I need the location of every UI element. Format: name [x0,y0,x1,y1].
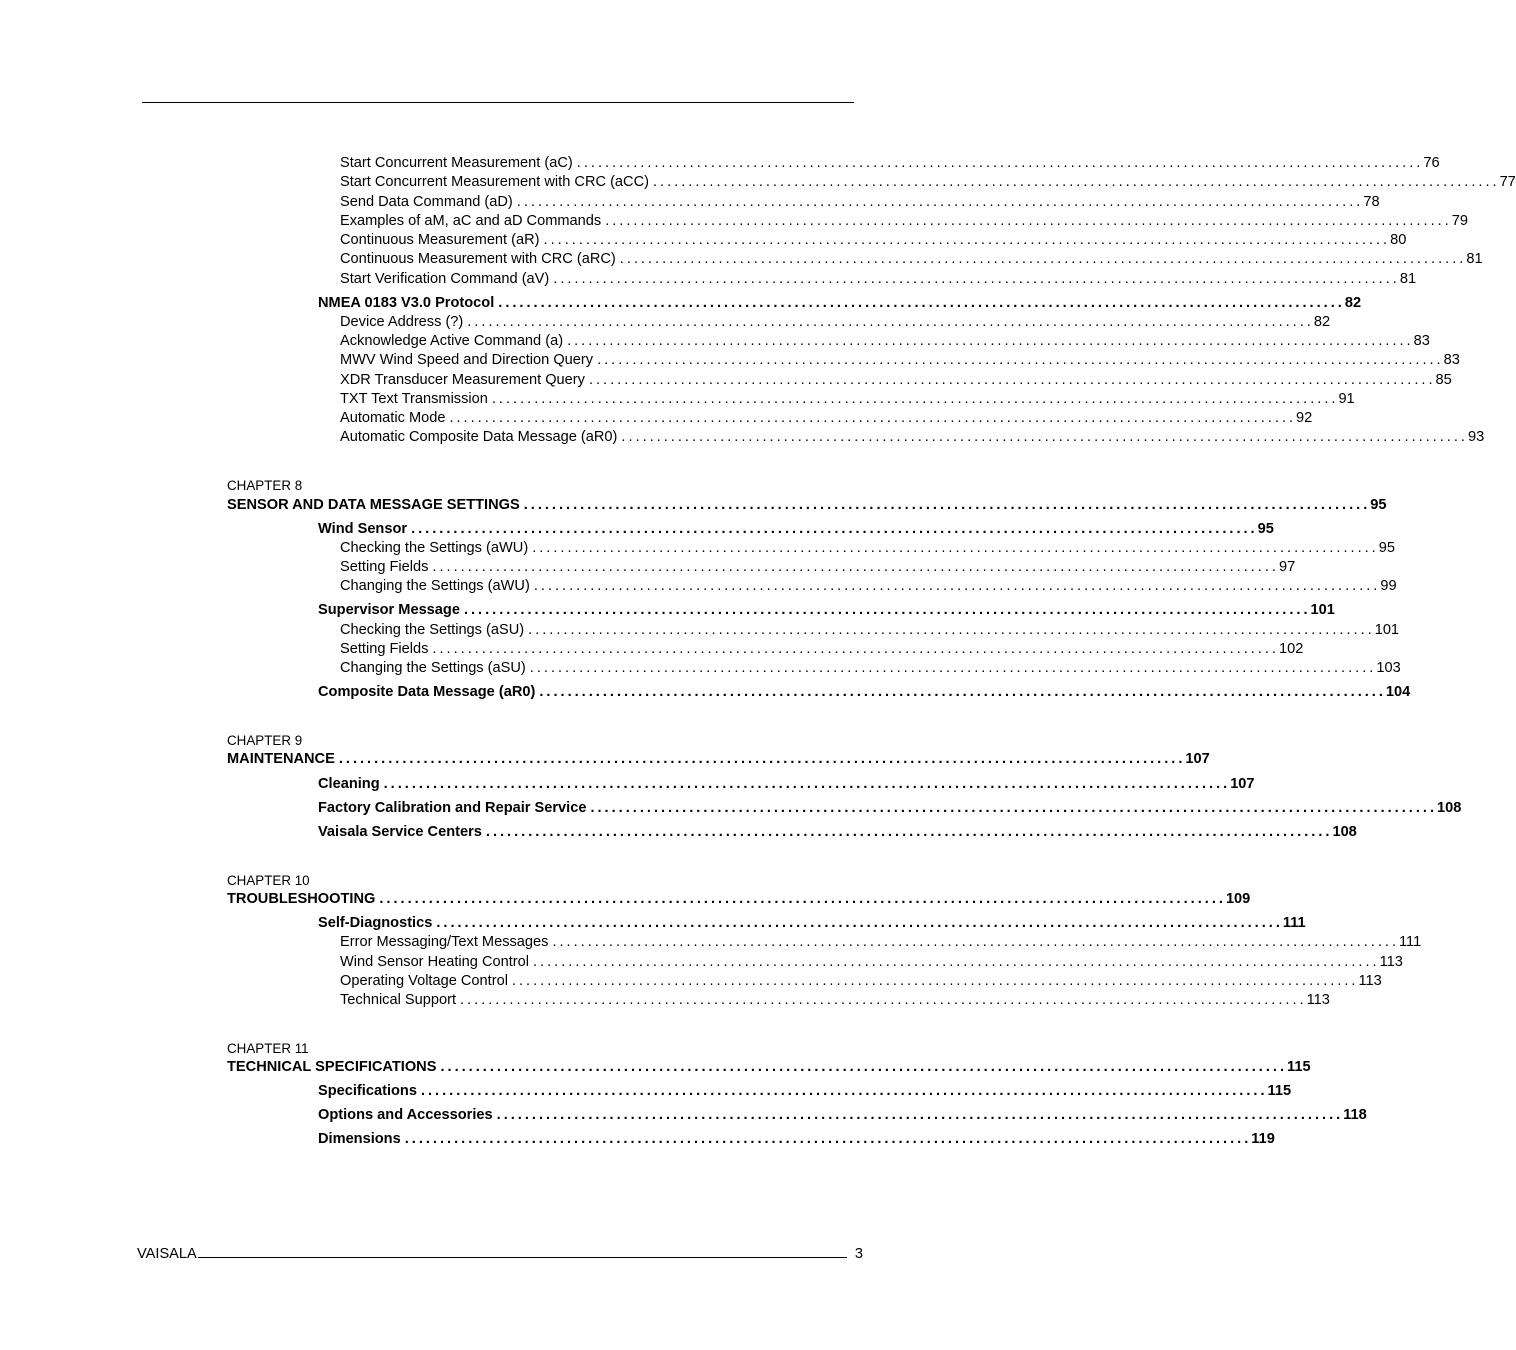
toc-entry-page: 113 [1306,992,1330,1008]
toc-chapter-page: 95 [1370,497,1387,513]
toc-entry[interactable] [340,173,1516,191]
toc-entry-title: Automatic Mode [340,410,446,426]
page-footer [137,1243,863,1262]
toc-entry-page: 83 [1413,333,1430,349]
toc-section-page: 119 [1251,1131,1275,1147]
toc-entry-page: 76 [1423,155,1440,171]
toc-entry-page: 81 [1466,251,1483,267]
toc-entry-page: 113 [1358,973,1382,989]
dot-leader: ........................................................................................................................ [436,915,1283,931]
dot-leader: ........................................................................................................................ [491,391,1339,407]
toc-entry[interactable] [340,558,1296,576]
toc-entry-title: Continuous Measurement (aR) [340,232,540,248]
toc-section-title: Dimensions [318,1131,401,1147]
dot-leader: ........................................................................................................................ [420,1083,1268,1099]
dot-leader: ........................................................................................................................ [621,429,1468,445]
toc-entry[interactable] [340,154,1440,172]
toc-entry-page: 79 [1451,213,1468,229]
dot-leader: ........................................................................................................................ [597,352,1444,368]
toc-chapter-page: 115 [1287,1059,1311,1075]
toc-entry-page: 93 [1467,429,1485,445]
dot-leader: ........................................................................................................................ [379,891,1226,907]
toc-entry[interactable] [340,409,1313,427]
toc-section[interactable] [318,294,1362,312]
dot-leader: ........................................................................................................................ [338,751,1186,767]
toc-section-page: 118 [1343,1107,1367,1123]
toc-entry-page: 97 [1278,559,1296,575]
toc-entry[interactable] [340,212,1468,230]
toc-section-page: 108 [1437,800,1462,816]
toc-entry[interactable] [340,991,1330,1009]
toc-entry-title: Technical Support [340,992,457,1008]
toc-chapter-title: MAINTENANCE [227,751,335,767]
footer-brand: VAISALA [137,1246,197,1262]
toc-entry-page: 83 [1443,352,1460,368]
toc-section[interactable] [318,799,1462,817]
toc-entry-page: 85 [1435,372,1452,388]
toc-entry-page: 82 [1313,314,1331,330]
dot-leader: ........................................................................................................................ [463,602,1311,618]
toc-section-page: 104 [1385,684,1411,700]
toc-entry[interactable] [340,428,1485,446]
dot-leader: ........................................................................................................................ [576,155,1424,171]
dot-leader: ........................................................................................................................ [619,251,1467,267]
toc-section-page: 107 [1230,776,1255,792]
toc-section-title: Supervisor Message [318,602,460,618]
dot-leader: ........................................................................................................................ [552,934,1400,950]
dot-leader: ........................................................................................................................ [523,497,1371,513]
dot-leader: ........................................................................................................................ [533,578,1381,594]
toc-entry[interactable] [340,231,1407,249]
dot-leader: ........................................................................................................................ [539,684,1386,700]
dot-leader: ........................................................................................................................ [496,1107,1344,1123]
toc-entry-page: 80 [1390,232,1407,248]
toc-entry[interactable] [340,659,1401,677]
dot-leader: ........................................................................................................................ [590,800,1438,816]
toc-entry-title: Start Concurrent Measurement with CRC (aCC) [340,174,649,190]
toc-entry-page: 95 [1378,540,1395,556]
toc-section-page: 108 [1332,824,1357,840]
toc-entry-title: Setting Fields [340,641,429,657]
dot-leader: ........................................................................................................................ [432,559,1279,575]
toc-entry-title: MWV Wind Speed and Direction Query [340,352,594,368]
toc-entry-title: Device Address (?) [340,314,464,330]
toc-section-title: NMEA 0183 V3.0 Protocol [318,295,495,311]
toc-entry-title: Acknowledge Active Command (a) [340,333,564,349]
dot-leader: ........................................................................................................................ [605,213,1452,229]
toc-entry-title: XDR Transducer Measurement Query [340,372,585,388]
toc-entry-title: Error Messaging/Text Messages [340,934,549,950]
toc-entry-title: Checking the Settings (aSU) [340,622,525,638]
toc-entry-title: TXT Text Transmission [340,391,488,407]
page-number: 3 [854,1246,863,1262]
dot-leader: ........................................................................................................................ [532,540,1379,556]
toc-section[interactable] [318,823,1357,841]
toc-entry[interactable] [340,390,1355,408]
toc-entry[interactable] [340,933,1422,951]
toc-entry-title: Operating Voltage Control [340,973,508,989]
toc-entry-page: 99 [1380,578,1397,594]
toc-entry-page: 91 [1338,391,1355,407]
toc-section[interactable] [318,520,1274,538]
toc-entry[interactable] [340,621,1400,639]
dot-leader: ........................................................................................................................ [411,521,1258,537]
toc-section[interactable] [318,601,1335,619]
chapter-label: CHAPTER 10 [227,873,310,888]
toc-section-page: 82 [1344,295,1362,311]
toc-section[interactable] [318,1130,1275,1148]
toc-entry-title: Changing the Settings (aWU) [340,578,530,594]
toc-chapter-page: 107 [1185,751,1210,767]
toc-entry-title: Start Concurrent Measurement (aC) [340,155,573,171]
toc-chapter[interactable] [227,496,1387,514]
toc-section-title: Vaisala Service Centers [318,824,482,840]
toc-chapter-title: TROUBLESHOOTING [227,891,376,907]
toc-entry-page: 113 [1379,954,1403,970]
dot-leader: ........................................................................................................................ [432,641,1279,657]
dot-leader: ........................................................................................................................ [404,1131,1252,1147]
toc-entry[interactable] [340,640,1304,658]
dot-leader: ........................................................................................................................ [653,174,1500,190]
toc-section-title: Factory Calibration and Repair Service [318,800,587,816]
toc-entry-title: Wind Sensor Heating Control [340,954,529,970]
footer-rule [198,1243,847,1258]
toc-entry[interactable] [340,371,1452,389]
dot-leader: ........................................................................................................................ [529,660,1377,676]
dot-leader: ........................................................................................................................ [528,622,1375,638]
toc-entry-page: 92 [1296,410,1313,426]
toc-entry[interactable] [340,972,1382,990]
toc-entry[interactable] [340,539,1395,557]
toc-section-title: Cleaning [318,776,380,792]
dot-leader: ........................................................................................................................ [485,824,1333,840]
toc-section-title: Wind Sensor [318,521,408,537]
chapter-label: CHAPTER 11 [227,1041,309,1056]
dot-leader: ........................................................................................................................ [588,372,1436,388]
toc-section[interactable] [318,775,1255,793]
toc-entry-title: Checking the Settings (aWU) [340,540,529,556]
toc-entry-title: Continuous Measurement with CRC (aRC) [340,251,616,267]
chapter-label: CHAPTER 9 [227,733,303,748]
dot-leader: ........................................................................................................................ [516,194,1364,210]
toc-entry-title: Examples of aM, aC and aD Commands [340,213,602,229]
toc-chapter-title: SENSOR AND DATA MESSAGE SETTINGS [227,497,520,513]
toc-section[interactable] [318,914,1306,932]
toc-entry-title: Automatic Composite Data Message (aR0) [340,429,618,445]
toc-section-title: Composite Data Message (aR0) [318,684,536,700]
toc-section-title: Specifications [318,1083,417,1099]
dot-leader: ........................................................................................................................ [498,295,1345,311]
toc-entry-page: 78 [1363,194,1380,210]
dot-leader: ........................................................................................................................ [553,271,1400,287]
toc-entry[interactable] [340,332,1430,350]
toc-entry[interactable] [340,953,1403,971]
chapter-label: CHAPTER 8 [227,478,303,493]
toc-entry[interactable] [340,193,1380,211]
toc-entry[interactable] [340,270,1417,288]
header-rule [142,102,854,103]
toc-entry-page: 77 [1499,174,1516,190]
toc-section-page: 115 [1267,1083,1292,1099]
toc-entry-page: 101 [1374,622,1400,638]
toc-chapter-title: TECHNICAL SPECIFICATIONS [227,1059,437,1075]
toc-entry-page: 111 [1399,934,1422,950]
toc-section-page: 95 [1257,521,1274,537]
toc-chapter[interactable] [227,1058,1311,1076]
toc-entry-title: Send Data Command (aD) [340,194,513,210]
dot-leader: ........................................................................................................................ [460,992,1307,1008]
toc-section[interactable] [318,1082,1292,1100]
toc-entry[interactable] [340,313,1331,331]
toc-entry[interactable] [340,250,1483,268]
toc-entry-page: 102 [1278,641,1304,657]
dot-leader: ........................................................................................................................ [543,232,1391,248]
dot-leader: ........................................................................................................................ [511,973,1359,989]
toc-section-title: Self-Diagnostics [318,915,433,931]
toc-chapter[interactable] [227,750,1210,768]
toc-chapter-page: 109 [1225,891,1251,907]
dot-leader: ........................................................................................................................ [440,1059,1288,1075]
toc-entry-title: Start Verification Command (aV) [340,271,550,287]
dot-leader: ........................................................................................................................ [533,954,1380,970]
toc-entry-title: Setting Fields [340,559,429,575]
dot-leader: ........................................................................................................................ [567,333,1414,349]
toc-chapter[interactable] [227,890,1251,908]
toc-section-title: Options and Accessories [318,1107,493,1123]
toc-section-page: 111 [1282,915,1306,931]
toc-entry-title: Changing the Settings (aSU) [340,660,526,676]
toc-entry-page: 81 [1399,271,1417,287]
toc-section[interactable] [318,683,1411,701]
toc-entry[interactable] [340,577,1397,595]
toc-section[interactable] [318,1106,1367,1124]
dot-leader: ........................................................................................................................ [383,776,1231,792]
toc-section-page: 101 [1310,602,1335,618]
toc-entry-page: 103 [1376,660,1401,676]
toc-entry[interactable] [340,351,1460,369]
dot-leader: ........................................................................................................................ [467,314,1314,330]
dot-leader: ........................................................................................................................ [449,410,1297,426]
